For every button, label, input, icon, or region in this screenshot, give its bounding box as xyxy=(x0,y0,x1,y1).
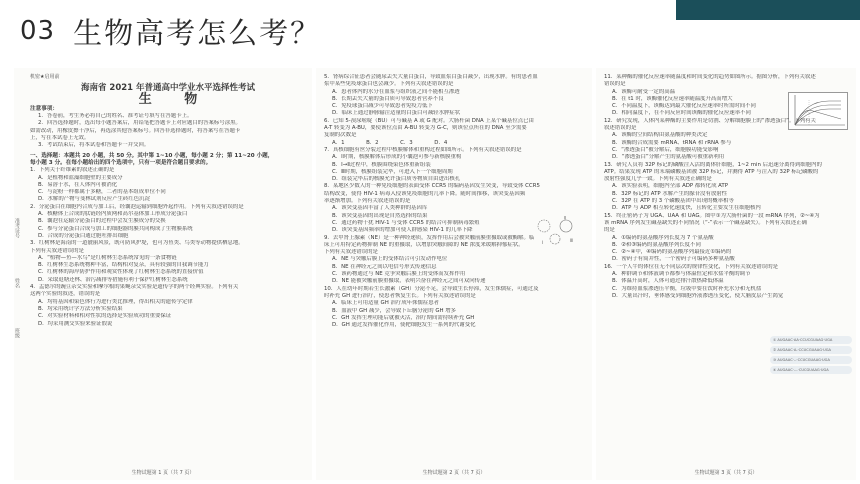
option-line: D．组装完毕后的核膜允许蛋白质等物质自由进出核孔 xyxy=(332,176,461,183)
option-line: D．ATP 与 ADP 相互转化速度快，且转化主要发生在细胞核内 xyxy=(612,205,761,212)
option-line: A．是植物和蓝藻细胞壁的主要成分 xyxy=(38,174,123,181)
sequence-row: ② AUGAAC·A-·CCUCGUAAG·UGA xyxy=(770,346,852,354)
top-accent-bar xyxy=(676,0,860,20)
option-line: A．该酶可耐受一定的高温 xyxy=(612,88,675,95)
question-line: 错误的是 xyxy=(604,81,626,88)
option-line: A．Ⅰ时期，核膜解体后形成的小囊泡可参与新核膜重构 xyxy=(332,154,462,161)
option-line: C．该药物通过与 NE 竞争突触后膜上的受体而发挥作用 xyxy=(332,271,466,278)
question-line: 结构改变，使得 HIV-1 病毒入侵该免疫细胞的几率下降。随时间推移，该突变基因频 xyxy=(324,190,526,197)
question-line: 率逐渐增加。下列有关叙述错误的是 xyxy=(324,198,411,205)
page-footer: 生物试题第 2 页（共 7 页） xyxy=(422,470,486,476)
question-line: 放射性强度几乎一致。下列有关叙述正确的是 xyxy=(604,176,712,183)
section-number: 03 xyxy=(20,16,56,46)
question-line: 5．肾病综合征患者会随尿丢失大量白蛋白，导致血浆白蛋白减少，出现水肿。有的患者血 xyxy=(324,74,538,80)
section-title: 生物高考怎么考？ xyxy=(73,15,322,50)
option-line: C．32P 在 ATP 的 3 个磷酸基团中出现的概率相等 xyxy=(612,198,734,205)
question-line: 16．一个人牛的体位在无不同层次的规律性变化，下列有关叙述错误的是 xyxy=(604,263,778,270)
question-line: 11．某种酶的催化反应速率随温度和时间变化的趋势如图所示。据图分析，下列有关叙述 xyxy=(604,74,816,80)
option-line: D．临床上通过静脉输注适量的白蛋白可减轻水肿症状 xyxy=(332,110,461,117)
exam-subject: 生 物 xyxy=(138,91,212,107)
question-line: 8．某地区少数人的一种免疫细胞的表面受体 CCR5 的编码基因发生突变，导致受体 CCR5 xyxy=(324,183,540,190)
question-line: 9．去甲肾上腺素（NE）是一种神经递质，发挥作用后会被突触前膜重摄取或被酶解。临 xyxy=(324,234,535,241)
question-line: A-T 转变为 A-BU，要使该位点由 A-BU 转变为 G-C，则该位点所在的 DNA 至少需要 xyxy=(324,125,527,132)
exam-title: 海南省 2021 年普通高中学业水平选择性考试 xyxy=(80,83,256,94)
option-line: C．参与分泌蛋白合成与加工的细胞器的膜共同构成了生物膜系统 xyxy=(38,225,193,232)
figure-label: Ⅰ xyxy=(542,240,544,245)
question-line: 10．人在幼年时期若生长激素（GH）分泌不足，会导致生长停滞，发生侏儒症，可通过及 xyxy=(324,285,539,292)
sequence-row: ④ AUGAAC·---·CUCGUAAG·UGA xyxy=(770,366,852,374)
note-line: 2．回答选择题时，选出每小题答案后，用铅笔把答题卡上对应题目的答案标号涂黑。 xyxy=(38,120,241,127)
option-line: A．种群调节和体液调节都参与体温恒定和水盐平衡的调节 xyxy=(612,271,751,278)
page-footer: 生物试题第 1 页（共 7 页） xyxy=(131,470,195,476)
option-line: A．NE 与突触后膜上的受体结合可引发动作电位 xyxy=(332,256,448,263)
option-line: B．易溶于水，在人体内可被消化 xyxy=(38,181,118,188)
question-line: 下列有关叙述错误的是 xyxy=(30,247,84,254)
section-heading: 一、选择题：本题共 20 小题，共 50 分。其中第 1~10 小题，每小题 2 分；第 11~20 小题， xyxy=(30,152,274,159)
question-line: 2．分泌蛋白在细胞内合成与加工后，经囊泡运输到细胞外起作用。下列有关叙述错误的是 xyxy=(30,203,244,210)
option-line: C．为维持血浆渗透压平衡，垃圾中要在饮时补充水分和无机盐 xyxy=(612,285,762,292)
binding-label: 姓名 xyxy=(14,278,20,288)
option-line: C．红树林的海岸防护作用和观赏性体现了红树林生态系统的直接价值 xyxy=(38,269,204,276)
secret-mark: 机密★启用前 xyxy=(30,74,60,80)
option-line: A．均将基因和染色体行为进行类比推理，得出相关的遗传学定律 xyxy=(38,298,193,305)
question-line: 12．研究发现，人体内某种酶的主要作用是切割、分解细胞膜上的“渗透蛋白”。下列有关 xyxy=(604,117,816,124)
option-line: C．“渗透蛋白”被分解后，细胞膜功能受影响 xyxy=(612,146,719,153)
note-line: 3．考试结束后，将本试卷和答题卡一并交回。 xyxy=(38,142,150,149)
option-line: D．“渗透蛋白”分解产生的氨基酸可被重新利用 xyxy=(612,154,725,161)
option-line: C．②~④中，④编码的氨基酸序列最接近①编码的 xyxy=(612,249,732,256)
option-line: D．相同温度下，在不同反应时间该酶的催化反应速率不同 xyxy=(612,110,751,117)
option-line: D．合成的分泌蛋白通过胞吐排出细胞 xyxy=(38,232,129,239)
notes-heading: 注意事项： xyxy=(30,105,58,112)
option-line: C．不同温度下，该酶达到最大催化反应速率时所需时间不同 xyxy=(612,103,756,110)
sequence-row: ③ AUGAAC·--·CCUCGUAAG·UGA xyxy=(770,356,852,364)
option-line: A．核糖体上合成的肽链经内质网和高尔基体加工形成分泌蛋白 xyxy=(38,211,188,218)
mrna-sequence-figure xyxy=(770,336,852,392)
option-line: D．水解的产物与斐林试剂反应产生砖红色沉淀 xyxy=(38,196,150,203)
option-line: A．患者体内的水分在血浆与组织液之间不能相互渗透 xyxy=(332,88,460,95)
option-line: A．“植物—鱼—水鸟”是红树林生态系统常见的一条食物链 xyxy=(38,254,177,261)
option-line: B．32P 标记的 ATP 水解产生的腺苷没有放射性 xyxy=(612,190,728,197)
option-line: B．囊泡在运输分泌蛋白的过程中会发生膜成分的交换 xyxy=(38,218,166,225)
option-line: D．GH 通过发挥催化作用，使靶细胞发生一系列的代谢变化 xyxy=(332,322,476,329)
option-line: C．GH 发挥生理功能后就被灭活，治疗期间需持续补充 GH xyxy=(332,314,475,321)
page-1-content xyxy=(30,74,306,328)
question-line: 下列有关叙述错误的是 xyxy=(324,249,378,256)
question-line: 床上可用特定药物抑制 NE 的重摄取，以增加突触间隙的 NE 浓度来缓解抑郁症状。 xyxy=(324,241,524,248)
option-line: B．均采用统计学方法分析实验结果 xyxy=(38,305,123,312)
page-2-content xyxy=(324,74,586,329)
option-line: D．NE 能被突触前膜重摄取，表明兴奋在神经元之间可双向传递 xyxy=(332,278,486,285)
question-line: 4．孟德尔的豌豆杂交实验和摩尔根的果蝇杂交实验是遗传学的两个经典实验。下列有关 xyxy=(30,284,239,291)
option-line: D．该突变基因频率的增加可使人群感染 HIV-1 的几率下降 xyxy=(332,227,473,234)
option-line: C．免疫球蛋白减少可导致患者免疫力低下 xyxy=(332,103,433,110)
option-line: A．临床上可用适量 GH 治疗成年侏儒症患者 xyxy=(332,300,439,307)
question-line: 复制的次数是 xyxy=(324,132,357,139)
option-line: A．1 B．2 C．3 D．4 xyxy=(332,139,448,146)
question-line: 该 mRNA 序列发生碱基缺失的不同情况（“-”表示一个碱基缺失）。下列有关叙述正确 xyxy=(604,219,807,226)
question-line: 6．已知 5-溴尿嘧啶（BU）可与碱基 A 或 G 配对。大肠杆菌 DNA 上某个碱基位点已由 xyxy=(324,117,534,124)
option-line: C．对实验材料和相对性状的选择是实验成功的重要保证 xyxy=(38,313,172,320)
option-line: D．均采用测交实验来验证假说 xyxy=(38,320,113,327)
option-line: D．采取退塘还林、治污减排等措施有利于保护红树林生态系统 xyxy=(38,276,188,283)
question-line: 3．红树林是海南的一道靓丽风景，既可防风护堤，也可为鱼类、鸟类等动物提供栖息地。 xyxy=(30,240,244,247)
note-line: 上，写在本试卷上无效。 xyxy=(30,135,90,142)
question-line: 这两个实验的叙述，错误的是 xyxy=(30,291,101,298)
binding-label: 准考证号 xyxy=(14,218,20,238)
question-line: 的是 xyxy=(604,227,615,234)
question-line: 15．终止密码子为 UGA、UAA 和 UAG。图中①为大肠杆菌的一段 mRNA 序列，②~④为 xyxy=(604,212,820,219)
option-line: A．①编码的氨基酸序列长度为 7 个氨基酸 xyxy=(612,234,714,241)
note-line: 1．答卷前，考生务必将自己的姓名、准考证号填写在答题卡上。 xyxy=(38,113,193,120)
option-line: B．②和③编码的氨基酸序列长度不同 xyxy=(612,241,701,248)
question-line: 1．下列关于纤维素的叙述正确的是 xyxy=(30,167,115,174)
option-line: D．密码子有简并性，一个密码子可编码多种氨基酸 xyxy=(612,256,735,263)
option-line: C．通过药物干扰 HIV-1 与受体 CCR5 的结合可抑制病毒繁殖 xyxy=(332,219,480,226)
option-line: A．该实验表明，细胞内全部 ADP 都转化成 ATP xyxy=(612,183,728,190)
page-footer: 生物试题第 3 页（共 7 页） xyxy=(694,470,758,476)
option-line: A．该突变基因丰富了人类种群的基因库 xyxy=(332,205,428,212)
sequence-row: ① AUGAAC·AA·CCUCGUAAG·UGA xyxy=(770,336,852,344)
slide-title xyxy=(20,4,321,58)
question-line: 叙述错误的是 xyxy=(604,125,637,132)
option-line: C．Ⅲ时期，核膜组装完毕，可进入下一个细胞周期 xyxy=(332,168,453,175)
option-line: B．Ⅰ→Ⅱ过程中，核膜围绕染色体重新组装 xyxy=(332,161,431,168)
option-line: B．该突变基因的出现是自然选择的结果 xyxy=(332,212,428,219)
exam-page-3 xyxy=(596,68,856,480)
question-line: 7．真核细胞有丝分裂过程中核膜解体和重构过程如图所示。下列有关叙述错误的是 xyxy=(324,146,522,153)
question-line: 13．研究人员将 32P 标记的磷酸注入活的离体肝细胞，1~2 min 后迅速分离得到细胞内的 xyxy=(604,161,822,168)
question-line: 时补充 GH 进行治疗，使患者恢复生长。下列有关叙述错误的是 xyxy=(324,292,476,299)
note-line: 如需改动，用橡皮擦干净后，再选涂其他答案标号。回答非选择题时，将答案写在答题卡 xyxy=(30,127,241,134)
option-line: B．血液中 GH 减少，会导致下丘脑分泌的 GH 增多 xyxy=(332,307,457,314)
binding-label: 班级 xyxy=(14,328,20,338)
option-line: B．NE 在神经元之间以电信号形式传递信息 xyxy=(332,263,437,270)
question-line: 浆中某些免疫球蛋白也会减少。下列有关叙述错误的是 xyxy=(324,81,454,88)
option-line: B．该酶的合成需要 mRNA、tRNA 和 rRNA 参与 xyxy=(612,139,732,146)
option-line: A．该酶的空间结构由氨基酸的种类决定 xyxy=(612,132,708,139)
page-3-content xyxy=(604,74,850,300)
figure-label: Ⅱ xyxy=(564,216,566,221)
exam-page-1 xyxy=(14,68,312,480)
option-line: D．大量出汗时，垂体感受到细胞外液渗透压变化，使大脑皮层产生渴觉 xyxy=(612,292,784,299)
exam-page-2 xyxy=(316,68,592,480)
question-line: ATP。结果发现 ATP 的末端磷酸基团被 32P 标记，并测得 ATP 与注入的 32P 标记磷酸的 xyxy=(604,168,819,175)
binding-margin xyxy=(14,218,24,438)
option-line: B．体温升高时，人体可通过排汗散热降低体温 xyxy=(612,278,724,285)
option-line: B．在 t1 时，该酶催化反应速率随温度升高而增大 xyxy=(612,95,733,102)
section-heading: 每小题 3 分。在每小题给出的四个选项中，只有一项是符合题目要求的。 xyxy=(30,159,212,166)
option-line: B．长期丢失大量的蛋白质可导致患者营养不良 xyxy=(332,95,444,102)
option-line: C．与淀粉一样都属于多糖，二者的基本组成单位不同 xyxy=(38,189,166,196)
option-line: B．红树林生态系统物种丰富，结构相对复杂，具有较强的自我调节能力 xyxy=(38,262,209,269)
figure-label: Ⅲ xyxy=(570,238,573,243)
